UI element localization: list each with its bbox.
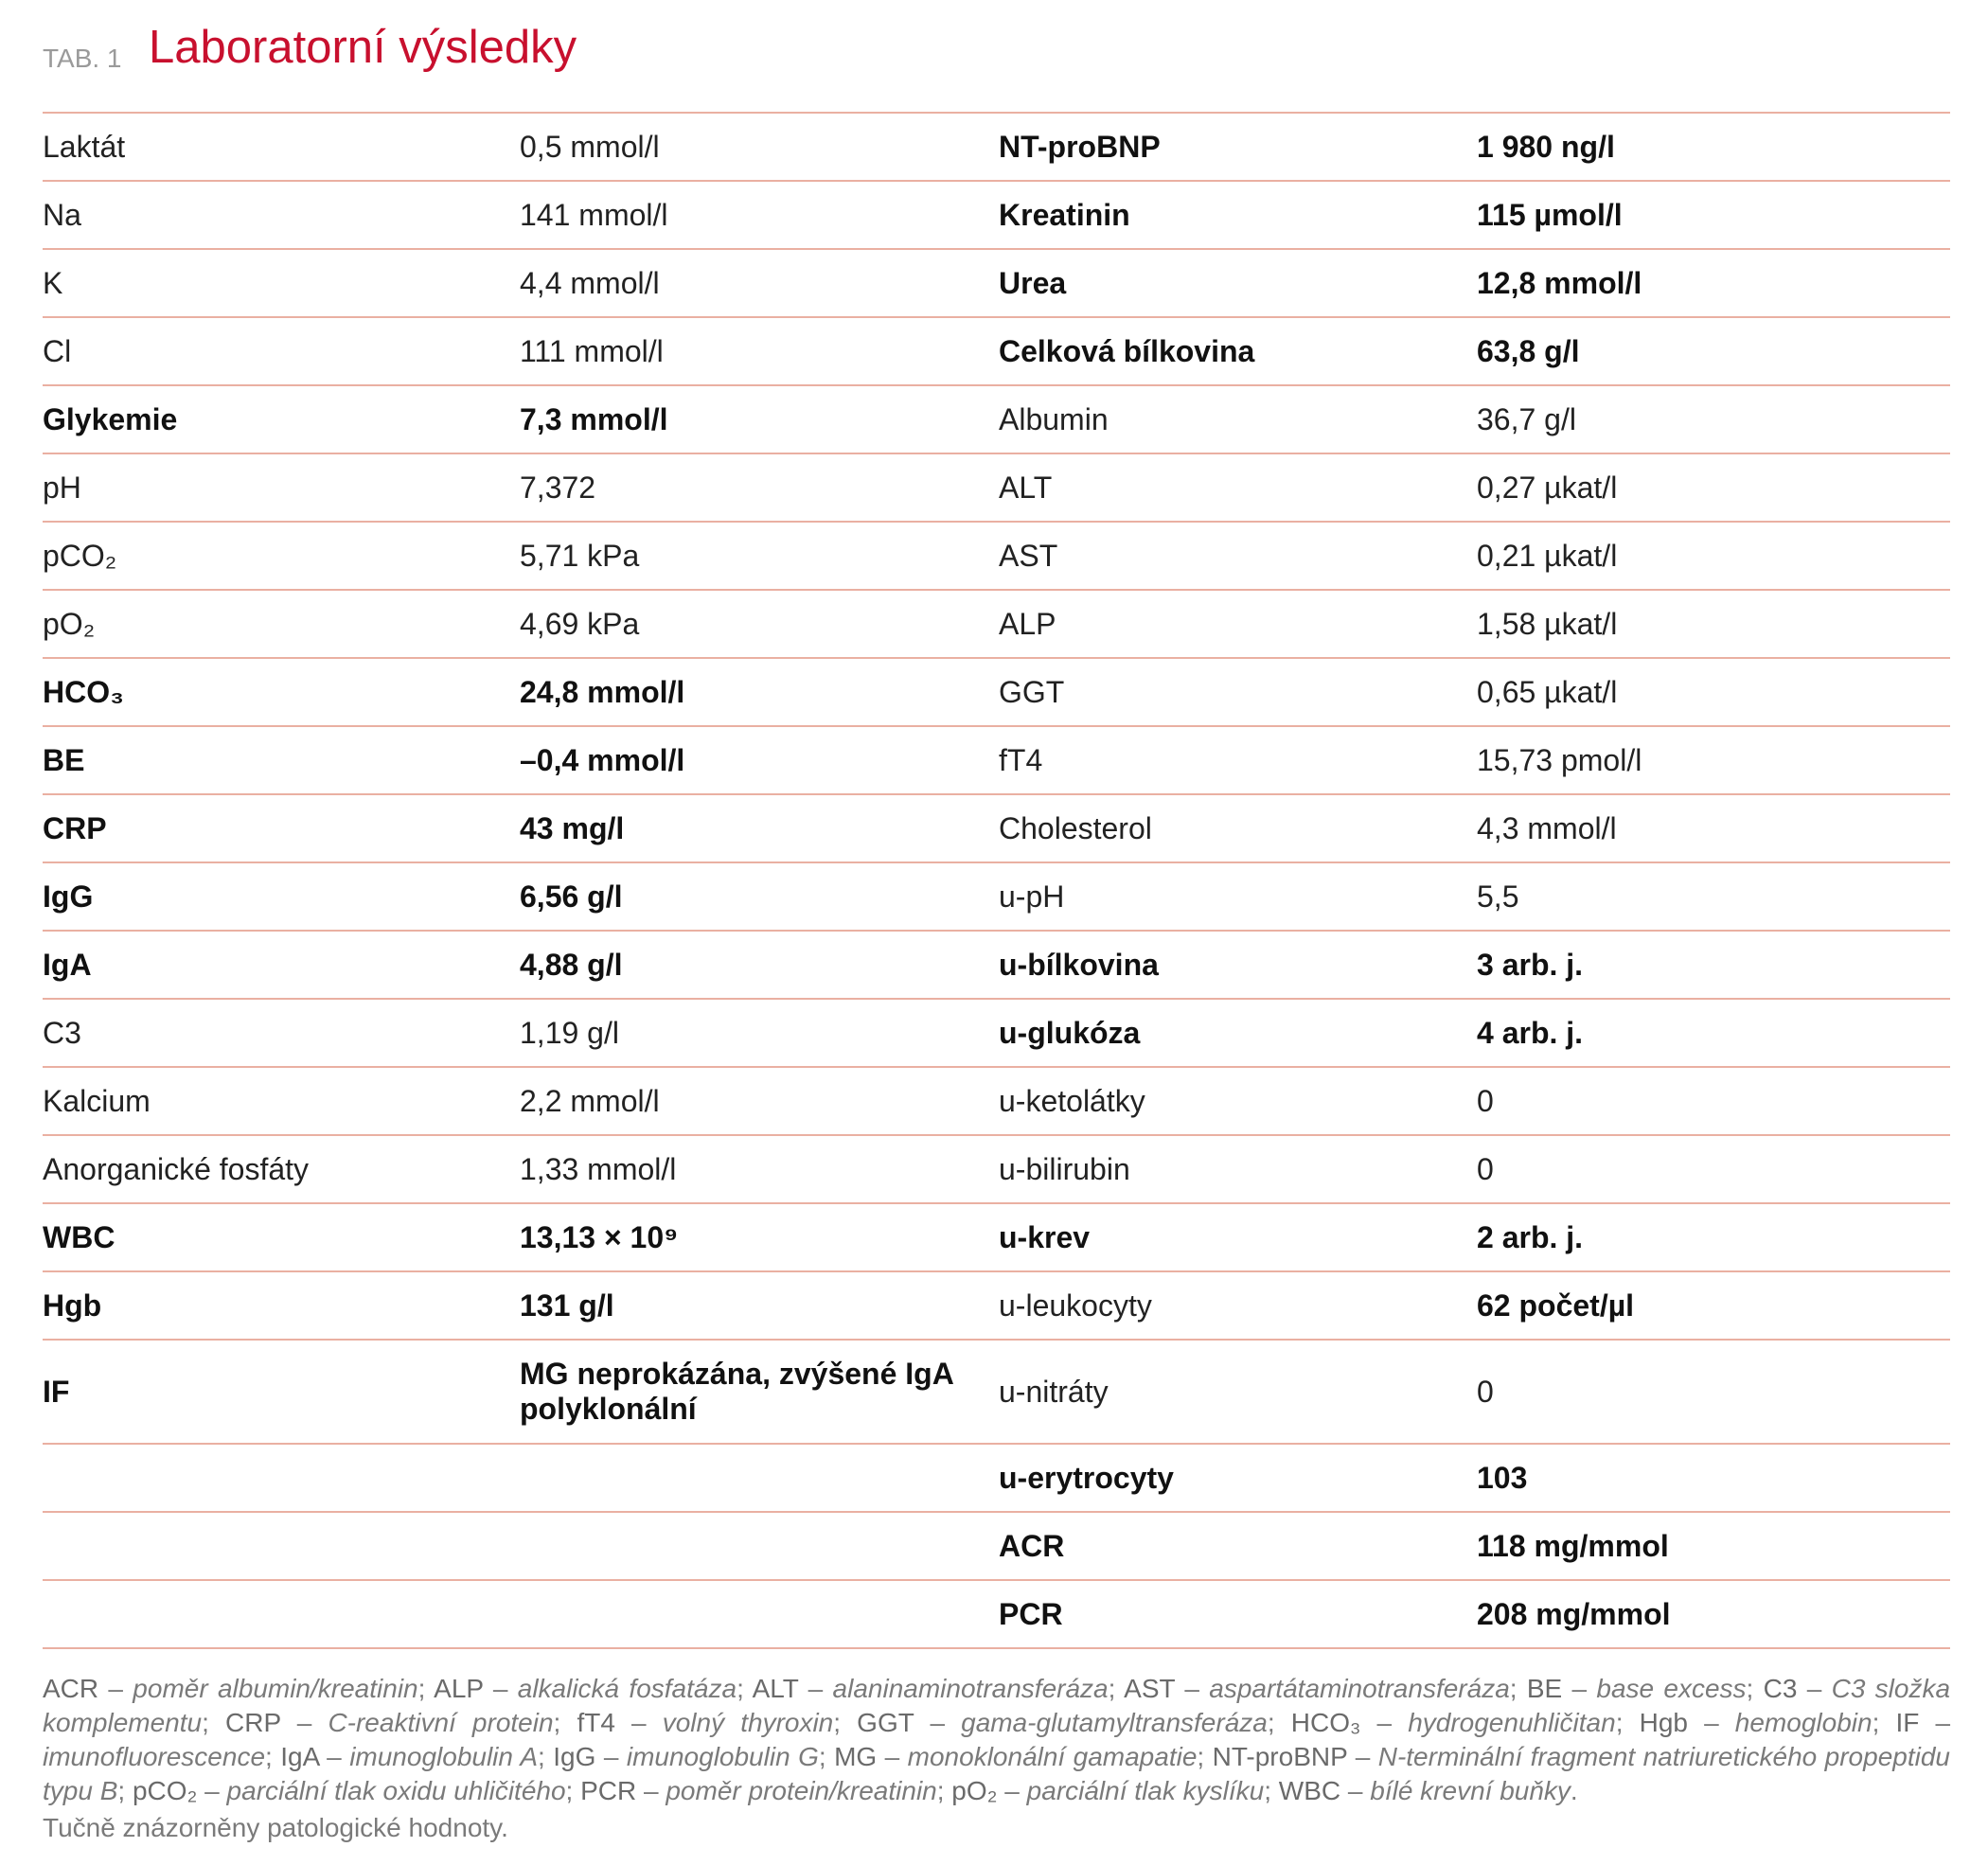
- param-value: 62 počet/µl: [1477, 1288, 1635, 1323]
- param-name: u-bílkovina: [999, 947, 1159, 982]
- abbreviation-definition: imunofluorescence: [43, 1742, 266, 1771]
- param-value: 141 mmol/l: [520, 197, 668, 232]
- param-name: ALT: [999, 470, 1053, 505]
- abbreviation-term: Hgb: [1639, 1708, 1688, 1737]
- param-value: 208 mg/mmol: [1477, 1596, 1671, 1631]
- table-row: [43, 1445, 1950, 1513]
- param-name: Cl: [43, 333, 72, 368]
- table-row: [43, 1272, 1950, 1341]
- table-number: TAB. 1: [43, 44, 122, 73]
- param-name: u-ketolátky: [999, 1083, 1145, 1118]
- param-value: 7,372: [520, 470, 596, 505]
- abbreviation-definition: imunoglobulin G: [626, 1742, 819, 1771]
- param-value: 3 arb. j.: [1477, 947, 1584, 982]
- abbreviation-term: PCR: [580, 1776, 637, 1805]
- abbreviation-term: C3: [1763, 1674, 1798, 1703]
- table-row: [43, 795, 1950, 863]
- param-value: 13,13 × 10⁹: [520, 1219, 679, 1254]
- abbreviation-term: pCO₂: [132, 1776, 198, 1805]
- abbreviations-footnote: ACR – poměr albumin/kreatinin; ALP – alkalická fosfatáza; ALT – alaninaminotransferáza; AST – aspartátaminotransferáza; BE – base excess; C3 – C3 složka komplementu; CRP – C-reaktivní protein; fT4 – volný thyroxin; GGT – gama-glutamyltransferáza; HCO₃ – hydrogenuhličitan; Hgb – hemoglobin; IF – imunofluorescence; IgA – imunoglobulin A; IgG – imunoglobulin G; MG – monoklonální gamapatie; NT-proBNP – N-terminální fragment natriuretického propeptidu typu B; pCO₂ – parciální tlak oxidu uhličitého; PCR – poměr protein/kreatinin; pO₂ – parciální tlak kyslíku; WBC – bílé krevní buňky.: [43, 1674, 1951, 1805]
- abbreviation-definition: parciální tlak oxidu uhličitého: [226, 1776, 566, 1805]
- param-value: 118 mg/mmol: [1477, 1528, 1669, 1563]
- table-row: [43, 591, 1950, 659]
- abbreviation-term: HCO₃: [1290, 1708, 1361, 1737]
- param-name: BE: [43, 742, 85, 777]
- param-name: HCO₃: [43, 674, 124, 709]
- param-name: pO₂: [43, 606, 96, 641]
- table-row: [43, 863, 1950, 932]
- abbreviation-term: AST: [1124, 1674, 1176, 1703]
- param-value: 15,73 pmol/l: [1477, 742, 1642, 777]
- param-value: 0,27 µkat/l: [1477, 470, 1618, 505]
- abbreviation-definition: alkalická fosfatáza: [517, 1674, 737, 1703]
- param-name: u-nitráty: [999, 1374, 1109, 1409]
- param-value: 5,71 kPa: [520, 538, 640, 573]
- param-value: 12,8 mmol/l: [1477, 265, 1642, 300]
- abbreviation-term: ALT: [752, 1674, 799, 1703]
- abbreviation-definition: N-terminální fragment natriuretického propeptidu typu B: [43, 1742, 1950, 1805]
- table-row: [43, 727, 1950, 795]
- table-row: [43, 932, 1950, 1000]
- abbreviation-definition: hemoglobin: [1734, 1708, 1873, 1737]
- param-name: Celková bílkovina: [999, 333, 1255, 368]
- param-value: 43 mg/l: [520, 810, 625, 845]
- abbreviation-definition: base excess: [1596, 1674, 1747, 1703]
- param-name: ALP: [999, 606, 1056, 641]
- param-value: 0: [1477, 1151, 1494, 1186]
- param-value: 0,65 µkat/l: [1477, 674, 1618, 709]
- abbreviation-term: pO₂: [951, 1776, 998, 1805]
- abbreviation-definition: imunoglobulin A: [349, 1742, 539, 1771]
- abbreviation-definition: C-reaktivní protein: [328, 1708, 554, 1737]
- param-name: Laktát: [43, 129, 126, 164]
- param-value: 1,33 mmol/l: [520, 1151, 677, 1186]
- abbreviation-term: MG: [834, 1742, 878, 1771]
- param-value: 4,4 mmol/l: [520, 265, 660, 300]
- param-name: WBC: [43, 1219, 115, 1254]
- abbreviation-definition: bílé krevní buňky: [1370, 1776, 1571, 1805]
- param-name: Kalcium: [43, 1083, 151, 1118]
- param-value: 4,3 mmol/l: [1477, 810, 1617, 845]
- param-name: Hgb: [43, 1288, 102, 1323]
- param-value: 7,3 mmol/l: [520, 401, 668, 436]
- table-row: [43, 114, 1950, 182]
- param-name: K: [43, 265, 63, 300]
- abbreviation-definition: gama-glutamyltransferáza: [961, 1708, 1268, 1737]
- param-value: 0,21 µkat/l: [1477, 538, 1618, 573]
- abbreviation-definition: poměr albumin/kreatinin: [133, 1674, 418, 1703]
- table-row: [43, 1513, 1950, 1581]
- table-row: [43, 1341, 1950, 1445]
- param-value: 4 arb. j.: [1477, 1015, 1584, 1050]
- table-row: [43, 1136, 1950, 1204]
- abbreviation-term: ALP: [434, 1674, 484, 1703]
- table-row: [43, 250, 1950, 318]
- param-name: CRP: [43, 810, 107, 845]
- table-row: [43, 454, 1950, 523]
- abbreviation-term: IF: [1895, 1708, 1920, 1737]
- param-value: 36,7 g/l: [1477, 401, 1576, 436]
- param-name: IF: [43, 1374, 70, 1409]
- abbreviation-definition: aspartátaminotransferáza: [1209, 1674, 1510, 1703]
- abbreviation-definition: volný thyroxin: [662, 1708, 834, 1737]
- param-value: 2 arb. j.: [1477, 1219, 1584, 1254]
- table-title: Laboratorní výsledky: [149, 22, 577, 73]
- param-value: MG neprokázána, zvýšené IgA polyklonální: [520, 1357, 953, 1426]
- param-value: –0,4 mmol/l: [520, 742, 685, 777]
- table-row: [43, 182, 1950, 250]
- param-value: 115 µmol/l: [1477, 197, 1623, 232]
- abbreviation-term: CRP: [225, 1708, 281, 1737]
- param-value: 5,5: [1477, 879, 1519, 914]
- table-row: [43, 659, 1950, 727]
- param-name: fT4: [999, 742, 1043, 777]
- abbreviation-term: ACR: [43, 1674, 99, 1703]
- abbreviation-definition: hydrogenuhličitan: [1408, 1708, 1616, 1737]
- param-name: u-pH: [999, 879, 1065, 914]
- abbreviation-definition: monoklonální gamapatie: [907, 1742, 1198, 1771]
- param-name: Cholesterol: [999, 810, 1152, 845]
- table-row: [43, 523, 1950, 591]
- abbreviation-term: IgG: [553, 1742, 596, 1771]
- param-name: Na: [43, 197, 81, 232]
- param-name: Kreatinin: [999, 197, 1130, 232]
- param-value: 2,2 mmol/l: [520, 1083, 660, 1118]
- param-name: IgG: [43, 879, 94, 914]
- param-value: 103: [1477, 1460, 1528, 1495]
- param-value: 0: [1477, 1374, 1494, 1409]
- param-value: 6,56 g/l: [520, 879, 623, 914]
- param-name: C3: [43, 1015, 81, 1050]
- abbreviation-term: NT-proBNP: [1212, 1742, 1348, 1771]
- param-value: 24,8 mmol/l: [520, 674, 685, 709]
- param-name: pCO₂: [43, 538, 117, 573]
- param-name: u-bilirubin: [999, 1151, 1130, 1186]
- param-name: AST: [999, 538, 1058, 573]
- param-name: Glykemie: [43, 401, 178, 436]
- table-row: [43, 1000, 1950, 1068]
- param-name: NT-proBNP: [999, 129, 1161, 164]
- param-value: 131 g/l: [520, 1288, 614, 1323]
- param-name: u-leukocyty: [999, 1288, 1152, 1323]
- param-name: Urea: [999, 265, 1067, 300]
- param-name: u-glukóza: [999, 1015, 1141, 1050]
- abbreviation-term: BE: [1526, 1674, 1563, 1703]
- param-value: 1,58 µkat/l: [1477, 606, 1618, 641]
- abbreviation-term: IgA: [280, 1742, 319, 1771]
- param-value: 63,8 g/l: [1477, 333, 1580, 368]
- table-row: [43, 1204, 1950, 1272]
- param-name: ACR: [999, 1528, 1065, 1563]
- abbreviation-term: WBC: [1278, 1776, 1341, 1805]
- abbreviation-definition: alaninaminotransferáza: [832, 1674, 1109, 1703]
- abbreviation-term: GGT: [857, 1708, 914, 1737]
- abbreviation-definition: poměr protein/kreatinin: [666, 1776, 937, 1805]
- param-value: 1 980 ng/l: [1477, 129, 1615, 164]
- param-name: IgA: [43, 947, 92, 982]
- param-name: PCR: [999, 1596, 1063, 1631]
- param-value: 0: [1477, 1083, 1494, 1118]
- param-name: Anorganické fosfáty: [43, 1151, 310, 1186]
- param-name: pH: [43, 470, 81, 505]
- param-value: 0,5 mmol/l: [520, 129, 660, 164]
- param-name: Albumin: [999, 401, 1109, 436]
- abbreviation-definition: parciální tlak kyslíku: [1026, 1776, 1265, 1805]
- abbreviation-term: fT4: [577, 1708, 615, 1737]
- param-value: 111 mmol/l: [520, 333, 664, 368]
- param-value: 4,88 g/l: [520, 947, 623, 982]
- bold-note: Tučně znázorněny patologické hodnoty.: [43, 1813, 508, 1842]
- abbreviation-definition: C3 složka komplementu: [43, 1674, 1951, 1737]
- lab-results-table: [43, 112, 1950, 1649]
- param-name: u-erytrocyty: [999, 1460, 1174, 1495]
- param-name: u-krev: [999, 1219, 1091, 1254]
- param-value: 4,69 kPa: [520, 606, 640, 641]
- param-name: GGT: [999, 674, 1065, 709]
- table-row: [43, 1068, 1950, 1136]
- table-row: [43, 386, 1950, 454]
- table-row: [43, 1581, 1950, 1649]
- param-value: 1,19 g/l: [520, 1015, 619, 1050]
- table-row: [43, 318, 1950, 386]
